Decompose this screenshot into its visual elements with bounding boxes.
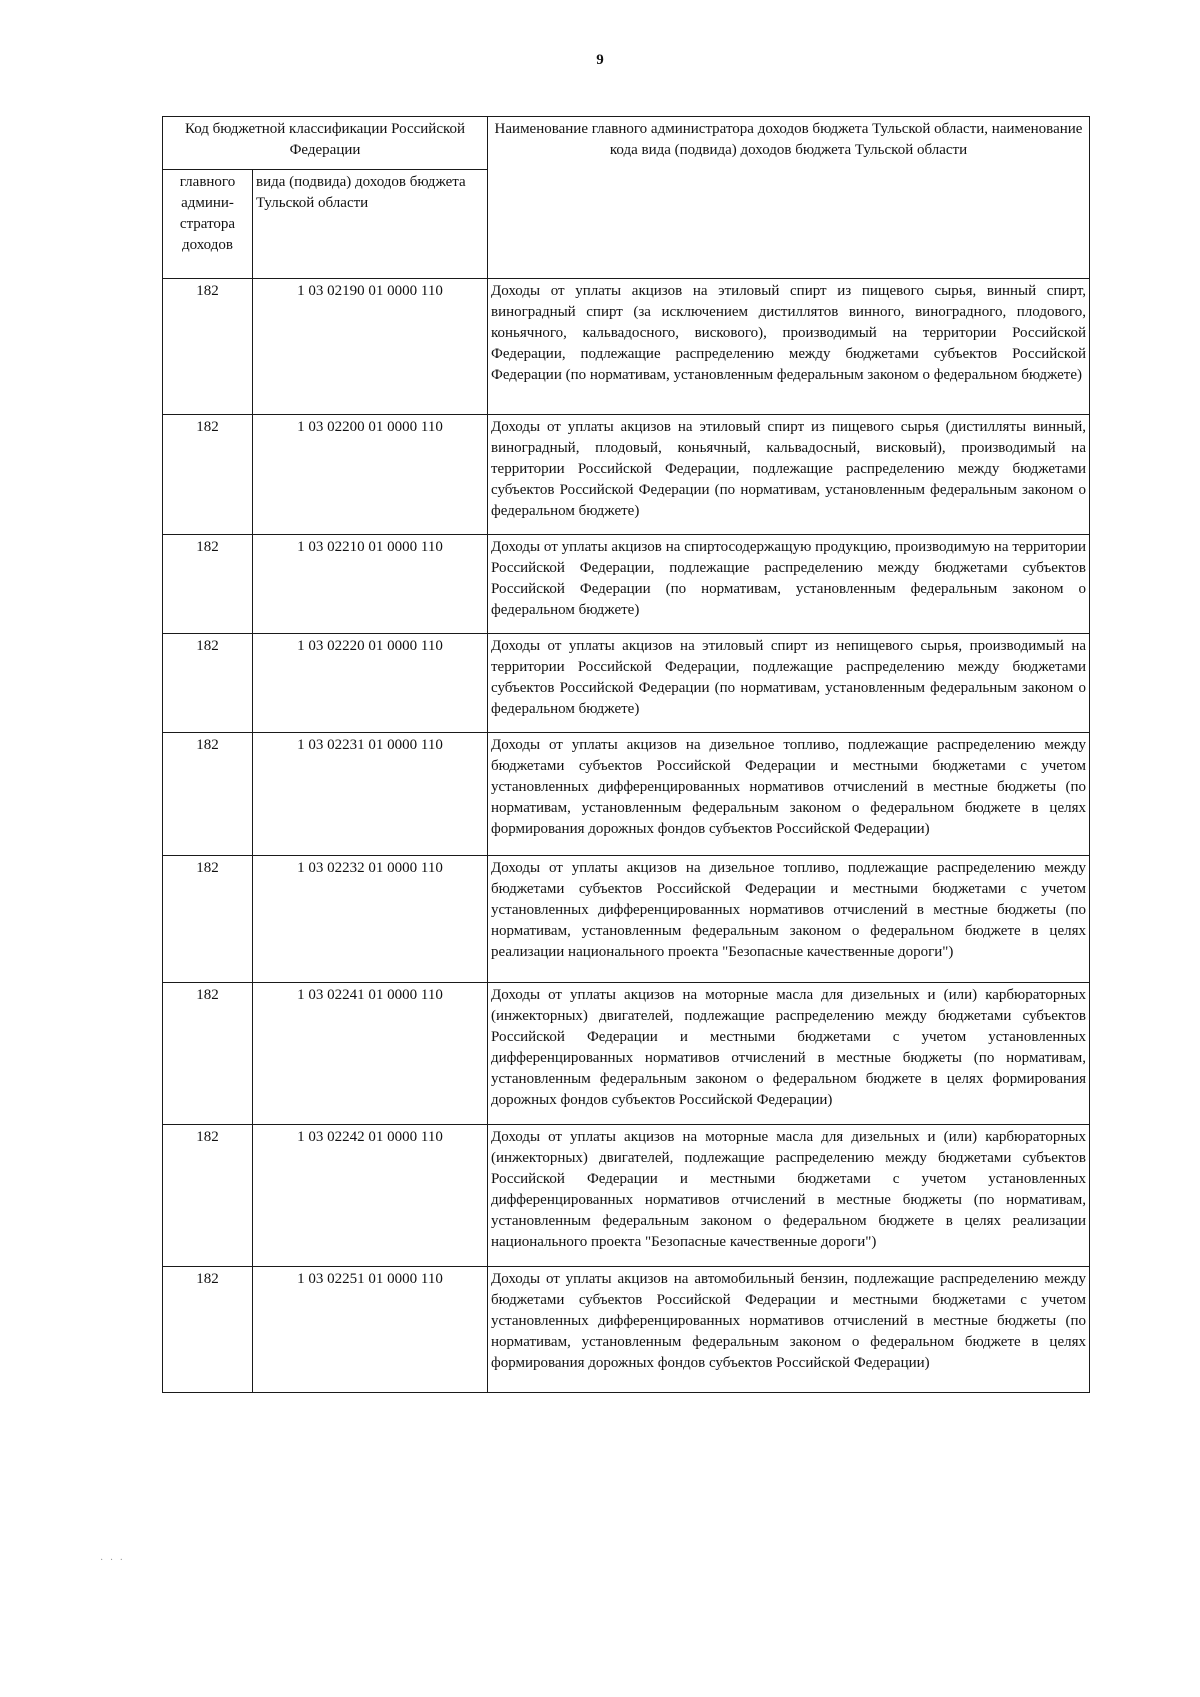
page-number: 9 [596, 52, 604, 68]
income-description-cell: Доходы от уплаты акцизов на этиловый спирт из пищевого сырья (дистилляты винный, виноградный, плодовый, коньячный, кальвадосный, висковый), производимый на территории Российской Федерации, подлежащие распределению между бюджетами субъектов Российской Федерации (по нормативам, установленным федеральным законом о федеральном бюджете) [488, 415, 1090, 535]
income-description-cell: Доходы от уплаты акцизов на спиртосодержащую продукцию, производимую на территории Российской Федерации, подлежащие распределению между бюджетами субъектов Российской Федерации (по нормативам, установленным федеральным законом о федеральном бюджете) [488, 535, 1090, 634]
income-description-cell: Доходы от уплаты акцизов на дизельное топливо, подлежащие распределению между бюджетами субъектов Российской Федерации и местными бюджетами с учетом установленных дифференцированных нормативов отчислений в местные бюджеты (по нормативам, установленным федеральным законом о федеральном бюджете в целях формирования дорожных фондов субъектов Российской Федерации) [488, 733, 1090, 856]
admin-code-cell: 182 [163, 535, 253, 634]
header-administrator-name: Наименование главного администратора доходов бюджета Тульской области, наименование кода вида (подвида) доходов бюджета Тульской области [488, 117, 1090, 279]
income-code-cell: 1 03 02190 01 0000 110 [253, 279, 488, 415]
income-code-cell: 1 03 02231 01 0000 110 [253, 733, 488, 856]
table-row [163, 634, 1090, 733]
table-row [163, 1267, 1090, 1393]
income-code-cell: 1 03 02210 01 0000 110 [253, 535, 488, 634]
header-income-type-code: вида (подвида) доходов бюджета Тульской области [253, 170, 488, 279]
admin-code-cell: 182 [163, 279, 253, 415]
budget-classification-table [162, 116, 1090, 1393]
header-main-administrator: главного админи-стратора доходов [163, 170, 253, 279]
header-classification-code: Код бюджетной классификации Российской Федерации [163, 117, 488, 170]
table-row [163, 1125, 1090, 1267]
income-description-cell: Доходы от уплаты акцизов на дизельное топливо, подлежащие распределению между бюджетами субъектов Российской Федерации и местными бюджетами с учетом установленных дифференцированных нормативов отчислений в местные бюджеты (по нормативам, установленным федеральным законом о федеральном бюджете в целях реализации национального проекта "Безопасные качественные дороги") [488, 856, 1090, 983]
table-row [163, 733, 1090, 856]
scan-artifact: · · · [100, 1555, 125, 1566]
table-row [163, 279, 1090, 415]
table-header-row [163, 117, 1090, 170]
table-row [163, 856, 1090, 983]
admin-code-cell: 182 [163, 856, 253, 983]
table-body [163, 279, 1090, 1393]
income-description-cell: Доходы от уплаты акцизов на моторные масла для дизельных и (или) карбюраторных (инжекторных) двигателей, подлежащие распределению между бюджетами субъектов Российской Федерации и местными бюджетами с учетом установленных дифференцированных нормативов отчислений в местные бюджеты (по нормативам, установленным федеральным законом о федеральном бюджете в целях реализации национального проекта "Безопасные качественные дороги") [488, 1125, 1090, 1267]
admin-code-cell: 182 [163, 1267, 253, 1393]
income-code-cell: 1 03 02200 01 0000 110 [253, 415, 488, 535]
table-row [163, 535, 1090, 634]
admin-code-cell: 182 [163, 415, 253, 535]
admin-code-cell: 182 [163, 983, 253, 1125]
income-code-cell: 1 03 02251 01 0000 110 [253, 1267, 488, 1393]
income-code-cell: 1 03 02220 01 0000 110 [253, 634, 488, 733]
income-description-cell: Доходы от уплаты акцизов на этиловый спирт из пищевого сырья, винный спирт, виноградный спирт (за исключением дистиллятов винного, виноградного, плодового, коньячного, кальвадосного, вискового), производимый на территории Российской Федерации, подлежащие распределению между бюджетами субъектов Российской Федерации (по нормативам, установленным федеральным законом о федеральном бюджете) [488, 279, 1090, 415]
income-description-cell: Доходы от уплаты акцизов на автомобильный бензин, подлежащие распределению между бюджетами субъектов Российской Федерации и местными бюджетами с учетом установленных дифференцированных нормативов отчислений в местные бюджеты (по нормативам, установленным федеральным законом о федеральном бюджете в целях формирования дорожных фондов субъектов Российской Федерации) [488, 1267, 1090, 1393]
table-row [163, 415, 1090, 535]
admin-code-cell: 182 [163, 733, 253, 856]
income-code-cell: 1 03 02241 01 0000 110 [253, 983, 488, 1125]
income-description-cell: Доходы от уплаты акцизов на этиловый спирт из непищевого сырья, производимый на территории Российской Федерации, подлежащие распределению между бюджетами субъектов Российской Федерации (по нормативам, установленным федеральным законом о федеральном бюджете) [488, 634, 1090, 733]
income-code-cell: 1 03 02242 01 0000 110 [253, 1125, 488, 1267]
income-code-cell: 1 03 02232 01 0000 110 [253, 856, 488, 983]
admin-code-cell: 182 [163, 1125, 253, 1267]
admin-code-cell: 182 [163, 634, 253, 733]
table-row [163, 983, 1090, 1125]
income-description-cell: Доходы от уплаты акцизов на моторные масла для дизельных и (или) карбюраторных (инжекторных) двигателей, подлежащие распределению между бюджетами субъектов Российской Федерации и местными бюджетами с учетом установленных дифференцированных нормативов отчислений в местные бюджеты (по нормативам, установленным федеральным законом о федеральном бюджете в целях формирования дорожных фондов субъектов Российской Федерации) [488, 983, 1090, 1125]
